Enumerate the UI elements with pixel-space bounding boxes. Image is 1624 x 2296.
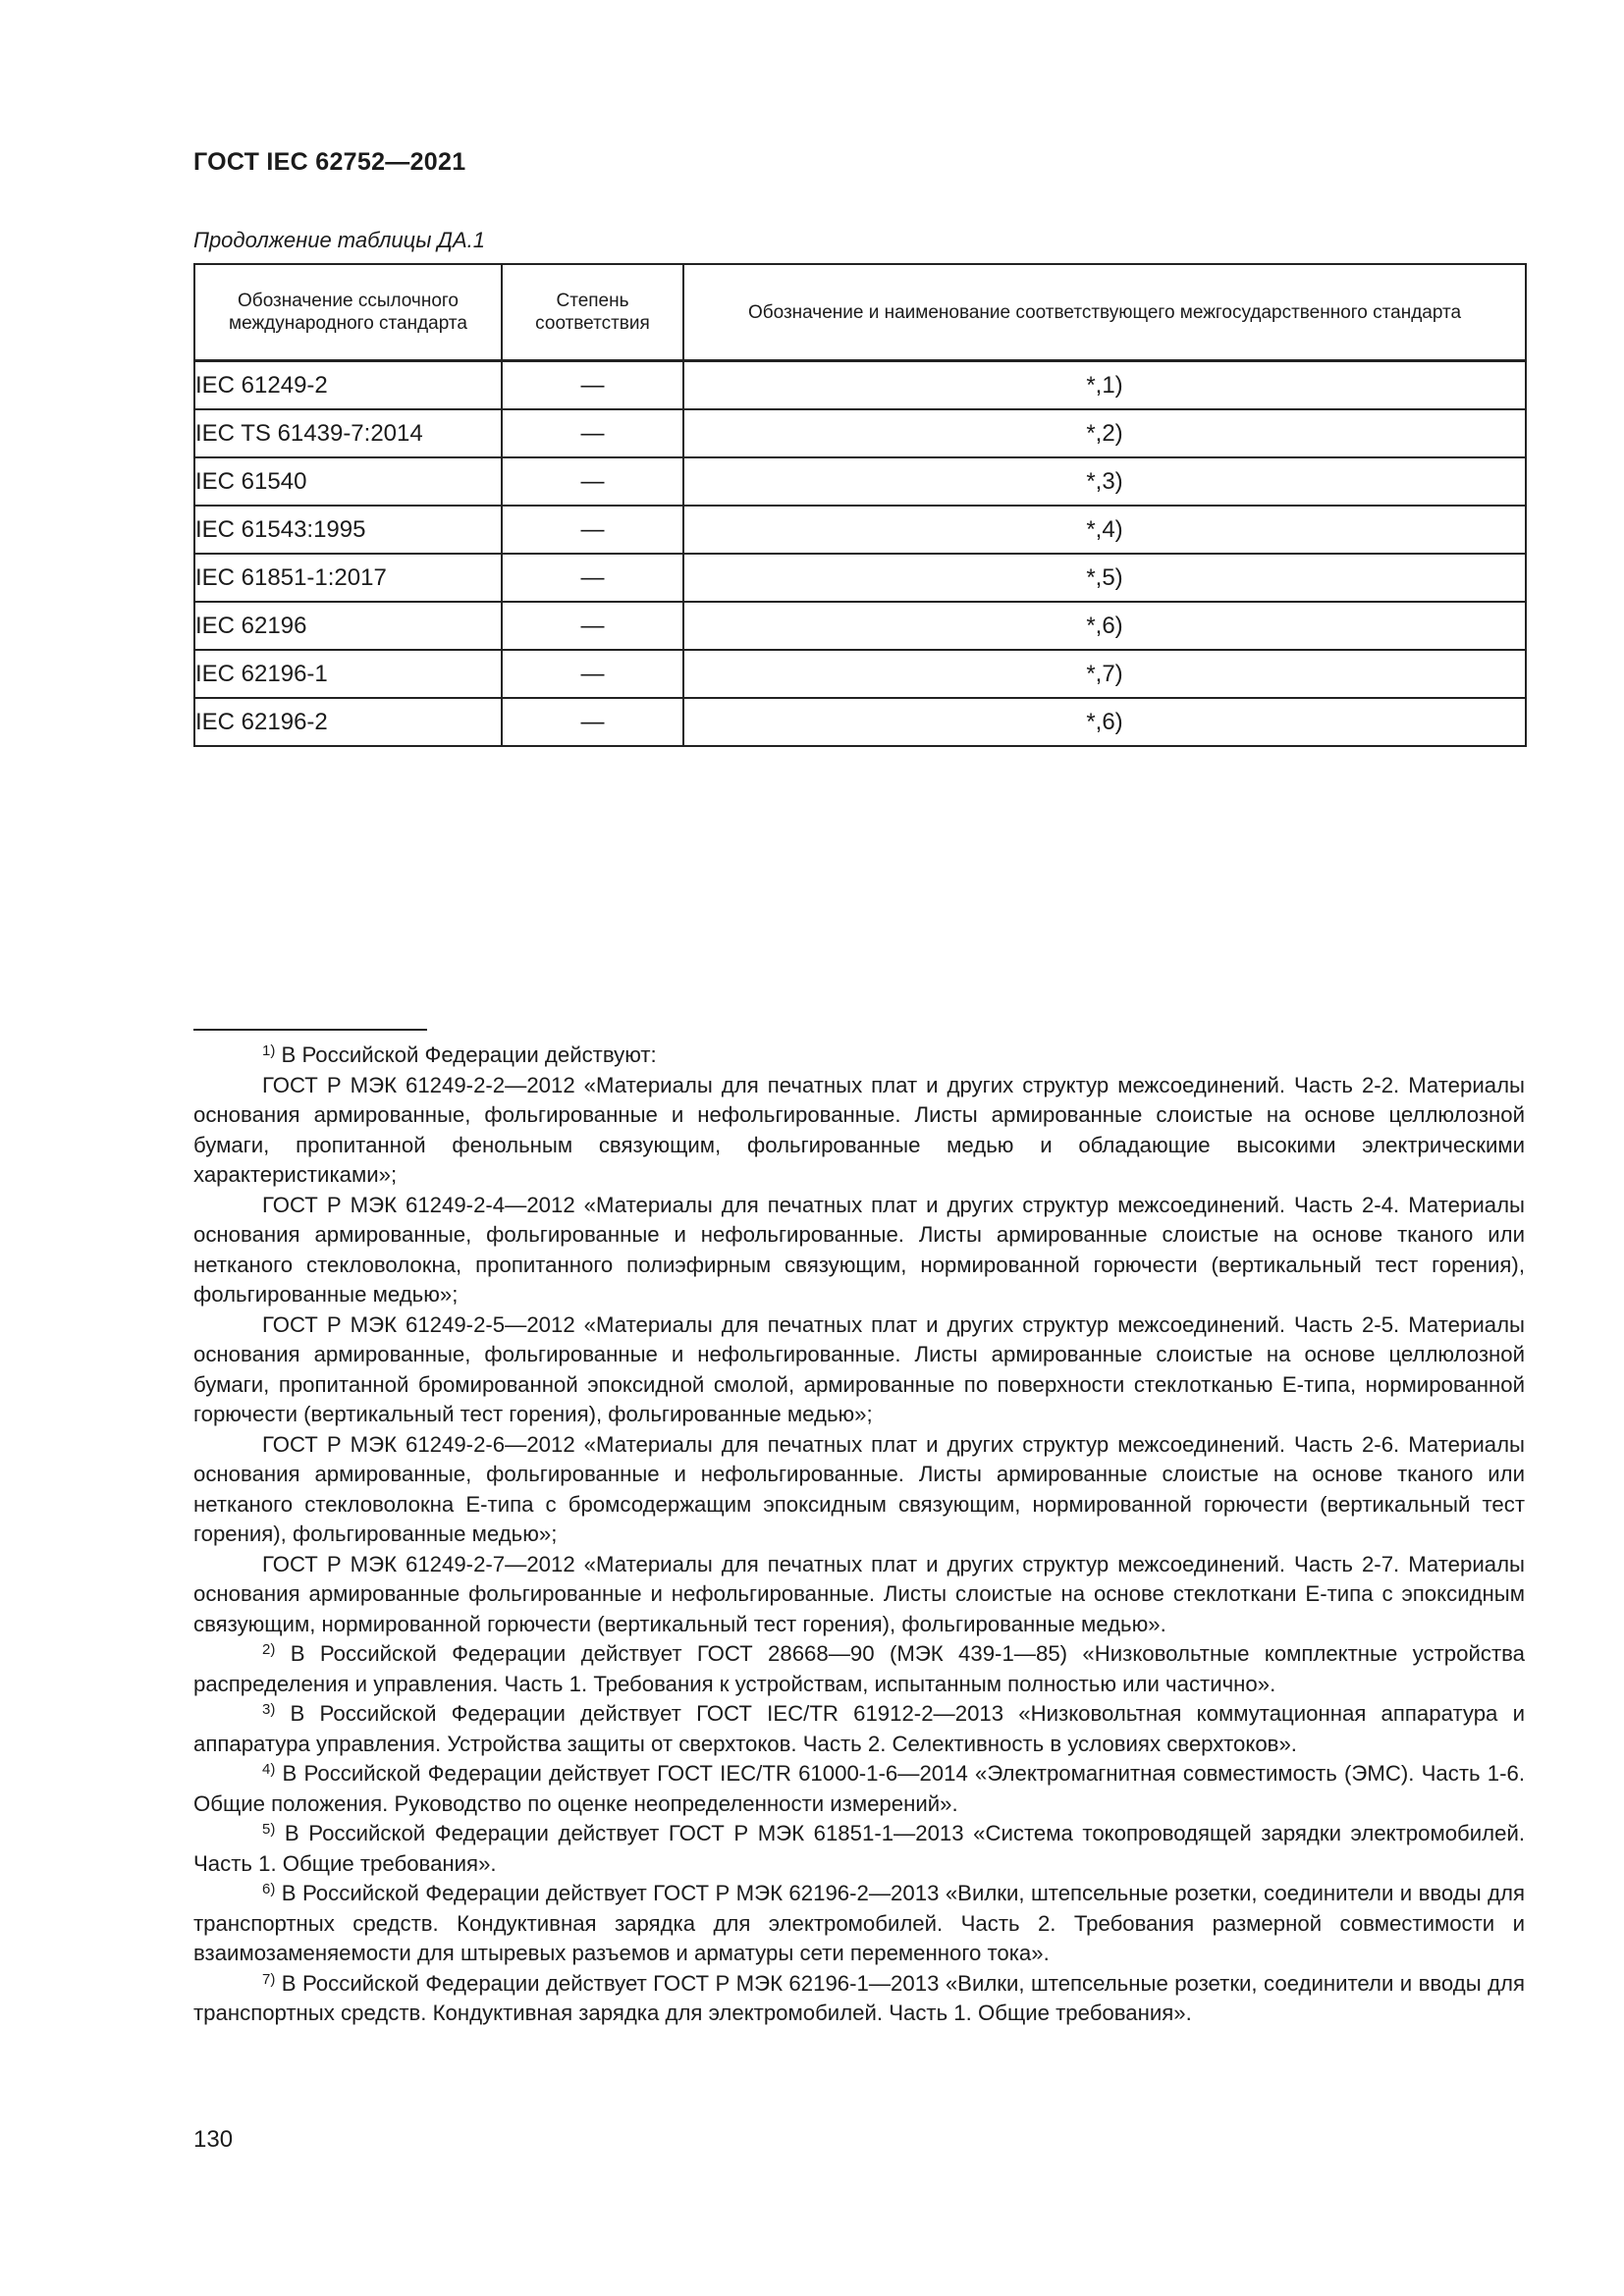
table-row (194, 554, 1526, 602)
footnote-mark: 7) (262, 1970, 276, 1988)
cell-footnote-mark: *,5) (683, 554, 1526, 602)
footnote-6 (193, 1879, 1525, 1969)
footnote-mark: 3) (262, 1701, 276, 1718)
column-header-reference-standard: Обозначение ссылочного международного стандарта (194, 264, 502, 361)
footnote-text: ГОСТ Р МЭК 61249-2-4—2012 «Материалы для печатных плат и других структур межсоединений. Часть 2-4. Материалы основания армированные, фольгированные и нефольгированные. Листы армированные слоистые на основе тканого или нетканого стекловолокна, пропитанного полиэфирным связующим, нормированной горючести (вертикальный тест горения), фольгированные медью»; (193, 1192, 1525, 1307)
cell-reference-standard: IEC 62196-1 (194, 650, 502, 698)
footnote-mark: 5) (262, 1821, 276, 1838)
cell-footnote-mark: *,6) (683, 602, 1526, 650)
table-row (194, 457, 1526, 506)
footnote-text: ГОСТ Р МЭК 61249-2-6—2012 «Материалы для печатных плат и других структур межсоединений. Часть 2-6. Материалы основания армированные, фольгированные и нефольгированные. Листы армированные слоистые на основе тканого или нетканого стекловолокна Е-типа с бромсодержащим эпоксидным связующим, нормированной горючести (вертикальный тест горения), фольгированные медью»; (193, 1431, 1525, 1546)
footnote-text: ГОСТ Р МЭК 61249-2-2—2012 «Материалы для печатных плат и других структур межсоединений. Часть 2-2. Материалы основания армированные, фольгированные и нефольгированные. Листы армированные слоистые на основе целлюлозной бумаги, пропитанной фенольным связующим, фольгированные медью и обладающие высокими электрическими характеристиками»; (193, 1072, 1525, 1187)
cell-degree: — (502, 602, 683, 650)
footnote-text: В Российской Федерации действует ГОСТ IEC/TR 61000-1-6—2014 «Электромагнитная совместимость (ЭМС). Часть 1-6. Общие положения. Руководство по оценке неопределенности измерений». (193, 1761, 1525, 1816)
cell-degree: — (502, 650, 683, 698)
footnote-5 (193, 1819, 1525, 1879)
footnote-3 (193, 1699, 1525, 1759)
cell-reference-standard: IEC 61540 (194, 457, 502, 506)
cell-degree: — (502, 506, 683, 554)
cell-degree: — (502, 554, 683, 602)
footnote-text: В Российской Федерации действует ГОСТ Р МЭК 62196-1—2013 «Вилки, штепсельные розетки, соединители и вводы для транспортных средств. Кондуктивная зарядка для электромобилей. Часть 1. Общие требования». (193, 1970, 1525, 2025)
cell-degree: — (502, 409, 683, 457)
footnote-text: В Российской Федерации действует ГОСТ Р МЭК 62196-2—2013 «Вилки, штепсельные розетки, соединители и вводы для транспортных средств. Кондуктивная зарядка для электромобилей. Часть 2. Требования размерной совместимости и взаимозаменяемости для штыревых разъемов и арматуры сети переменного тока». (193, 1881, 1525, 1965)
cell-reference-standard: IEC 61249-2 (194, 361, 502, 410)
footnote-4 (193, 1759, 1525, 1819)
footnote-1-item (193, 1430, 1525, 1550)
table-row (194, 650, 1526, 698)
footnote-text: ГОСТ Р МЭК 61249-2-5—2012 «Материалы для печатных плат и других структур межсоединений. Часть 2-5. Материалы основания армированные, фольгированные и нефольгированные. Листы армированные слоистые на основе целлюлозной бумаги, пропитанной бромированной эпоксидной смолой, армированные по поверхности стеклотканью Е-типа, нормированной горючести (вертикальный тест горения), фольгированные медью»; (193, 1311, 1525, 1426)
table-row (194, 602, 1526, 650)
cell-footnote-mark: *,4) (683, 506, 1526, 554)
reference-standards-table (193, 263, 1527, 747)
table-header-row (194, 264, 1526, 361)
table-row (194, 506, 1526, 554)
cell-degree: — (502, 457, 683, 506)
footnote-text: ГОСТ Р МЭК 61249-2-7—2012 «Материалы для печатных плат и других структур межсоединений. Часть 2-7. Материалы основания армированные фольгированные и нефольгированные. Листы слоистые на основе стеклоткани Е-типа с эпоксидным связующим, нормированной горючести (вертикальный тест горения), фольгированные медью». (193, 1551, 1525, 1636)
cell-footnote-mark: *,2) (683, 409, 1526, 457)
page-number: 130 (193, 2126, 234, 2153)
column-header-degree: Степень соответствия (502, 264, 683, 361)
footnote-1-item (193, 1550, 1525, 1640)
footnotes-section (193, 1029, 1525, 2029)
footnote-mark: 1) (262, 1042, 276, 1059)
footnote-separator (193, 1029, 427, 1031)
document-title: ГОСТ IEC 62752—2021 (193, 148, 466, 176)
cell-reference-standard: IEC TS 61439-7:2014 (194, 409, 502, 457)
cell-reference-standard: IEC 62196-2 (194, 698, 502, 746)
cell-degree: — (502, 698, 683, 746)
footnote-text: В Российской Федерации действует ГОСТ IEC/TR 61912-2—2013 «Низковольтная коммутационная аппаратура и аппаратура управления. Устройства защиты от сверхтоков. Часть 2. Селективность в условиях сверхтоков». (193, 1701, 1525, 1756)
table-row (194, 409, 1526, 457)
footnote-mark: 4) (262, 1761, 276, 1778)
footnote-7 (193, 1969, 1525, 2029)
footnote-mark: 6) (262, 1881, 276, 1897)
table-row (194, 361, 1526, 410)
column-header-interstate-standard: Обозначение и наименование соответствующего межгосударственного стандарта (683, 264, 1526, 361)
cell-degree: — (502, 361, 683, 410)
cell-footnote-mark: *,3) (683, 457, 1526, 506)
footnote-1 (193, 1041, 1525, 1071)
footnote-text: В Российской Федерации действует ГОСТ Р МЭК 61851-1—2013 «Система токопроводящей зарядки электромобилей. Часть 1. Общие требования». (193, 1821, 1525, 1876)
cell-footnote-mark: *,1) (683, 361, 1526, 410)
cell-footnote-mark: *,6) (683, 698, 1526, 746)
table-caption: Продолжение таблицы ДА.1 (193, 228, 486, 252)
cell-footnote-mark: *,7) (683, 650, 1526, 698)
footnote-mark: 2) (262, 1641, 276, 1658)
footnote-1-item (193, 1071, 1525, 1191)
footnote-2 (193, 1639, 1525, 1699)
footnote-1-item (193, 1310, 1525, 1430)
footnote-text: В Российской Федерации действуют: (275, 1042, 657, 1067)
cell-reference-standard: IEC 62196 (194, 602, 502, 650)
cell-reference-standard: IEC 61543:1995 (194, 506, 502, 554)
table-row (194, 698, 1526, 746)
footnote-1-item (193, 1191, 1525, 1310)
cell-reference-standard: IEC 61851-1:2017 (194, 554, 502, 602)
footnote-text: В Российской Федерации действует ГОСТ 28668—90 (МЭК 439-1—85) «Низковольтные комплектные устройства распределения и управления. Часть 1. Требования к устройствам, испытанным полностью или частично». (193, 1641, 1525, 1696)
